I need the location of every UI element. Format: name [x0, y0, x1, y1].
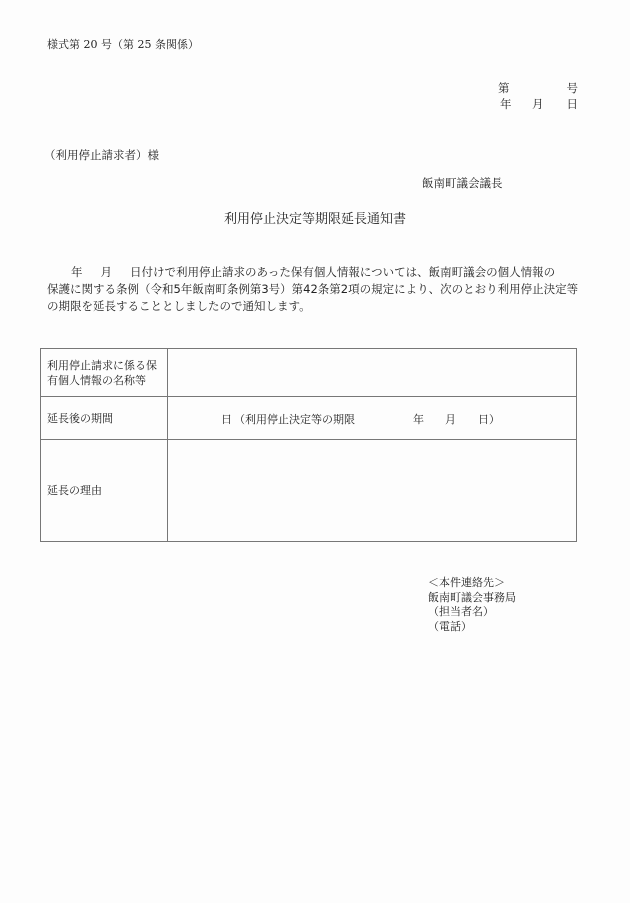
table-row	[41, 440, 577, 542]
table-row	[41, 397, 577, 440]
period-year: 年	[413, 413, 424, 426]
date-month: 月	[532, 97, 544, 111]
addressee: （利用停止請求者）様	[44, 148, 159, 162]
contact-office: 飯南町議会事務局	[428, 590, 516, 604]
info-table	[40, 348, 577, 542]
document-title: 利用停止決定等期限延長通知書	[223, 212, 406, 227]
period-deadline-label: （利用停止決定等の期限	[234, 413, 355, 426]
body-line-1-text: 日付けで利用停止請求のあった保有個人情報については、飯南町議会の個人情報の	[130, 265, 556, 279]
body-line-1	[47, 264, 587, 281]
body-line-3: の期限を延長することとしましたので通知します。	[47, 299, 311, 313]
body-date-year: 年	[71, 265, 83, 279]
contact-person: （担当者名）	[428, 605, 494, 618]
contact-heading: ＜本件連絡先＞	[428, 576, 505, 589]
info-name-label: 利用停止請求に係る保有個人情報の名称等	[41, 349, 168, 397]
extended-period-value[interactable]	[168, 397, 577, 440]
sender: 飯南町議会議長	[422, 176, 503, 190]
contact-phone: （電話）	[428, 619, 472, 633]
extension-reason-label: 延長の理由	[41, 440, 168, 542]
doc-number-prefix: 第	[498, 81, 510, 95]
form-number: 様式第 20 号（第 25 条関係）	[47, 38, 199, 51]
period-day-close: 日）	[478, 413, 500, 426]
body-line-2: 保護に関する条例（令和5年飯南町条例第3号）第42条第2項の規定により、次のとおり利用停止決定等	[47, 282, 579, 296]
info-name-value[interactable]	[168, 349, 577, 397]
extension-reason-value[interactable]	[168, 440, 577, 542]
extended-period-label: 延長後の期間	[41, 397, 168, 440]
body-text	[47, 264, 587, 315]
period-day: 日	[221, 413, 232, 426]
table-row	[41, 349, 577, 397]
date-year: 年	[500, 97, 512, 111]
doc-number-suffix: 号	[566, 81, 578, 95]
date-day: 日	[566, 97, 578, 111]
period-month: 月	[445, 413, 456, 426]
body-date-month: 月	[100, 265, 112, 279]
contact-info	[428, 576, 516, 634]
